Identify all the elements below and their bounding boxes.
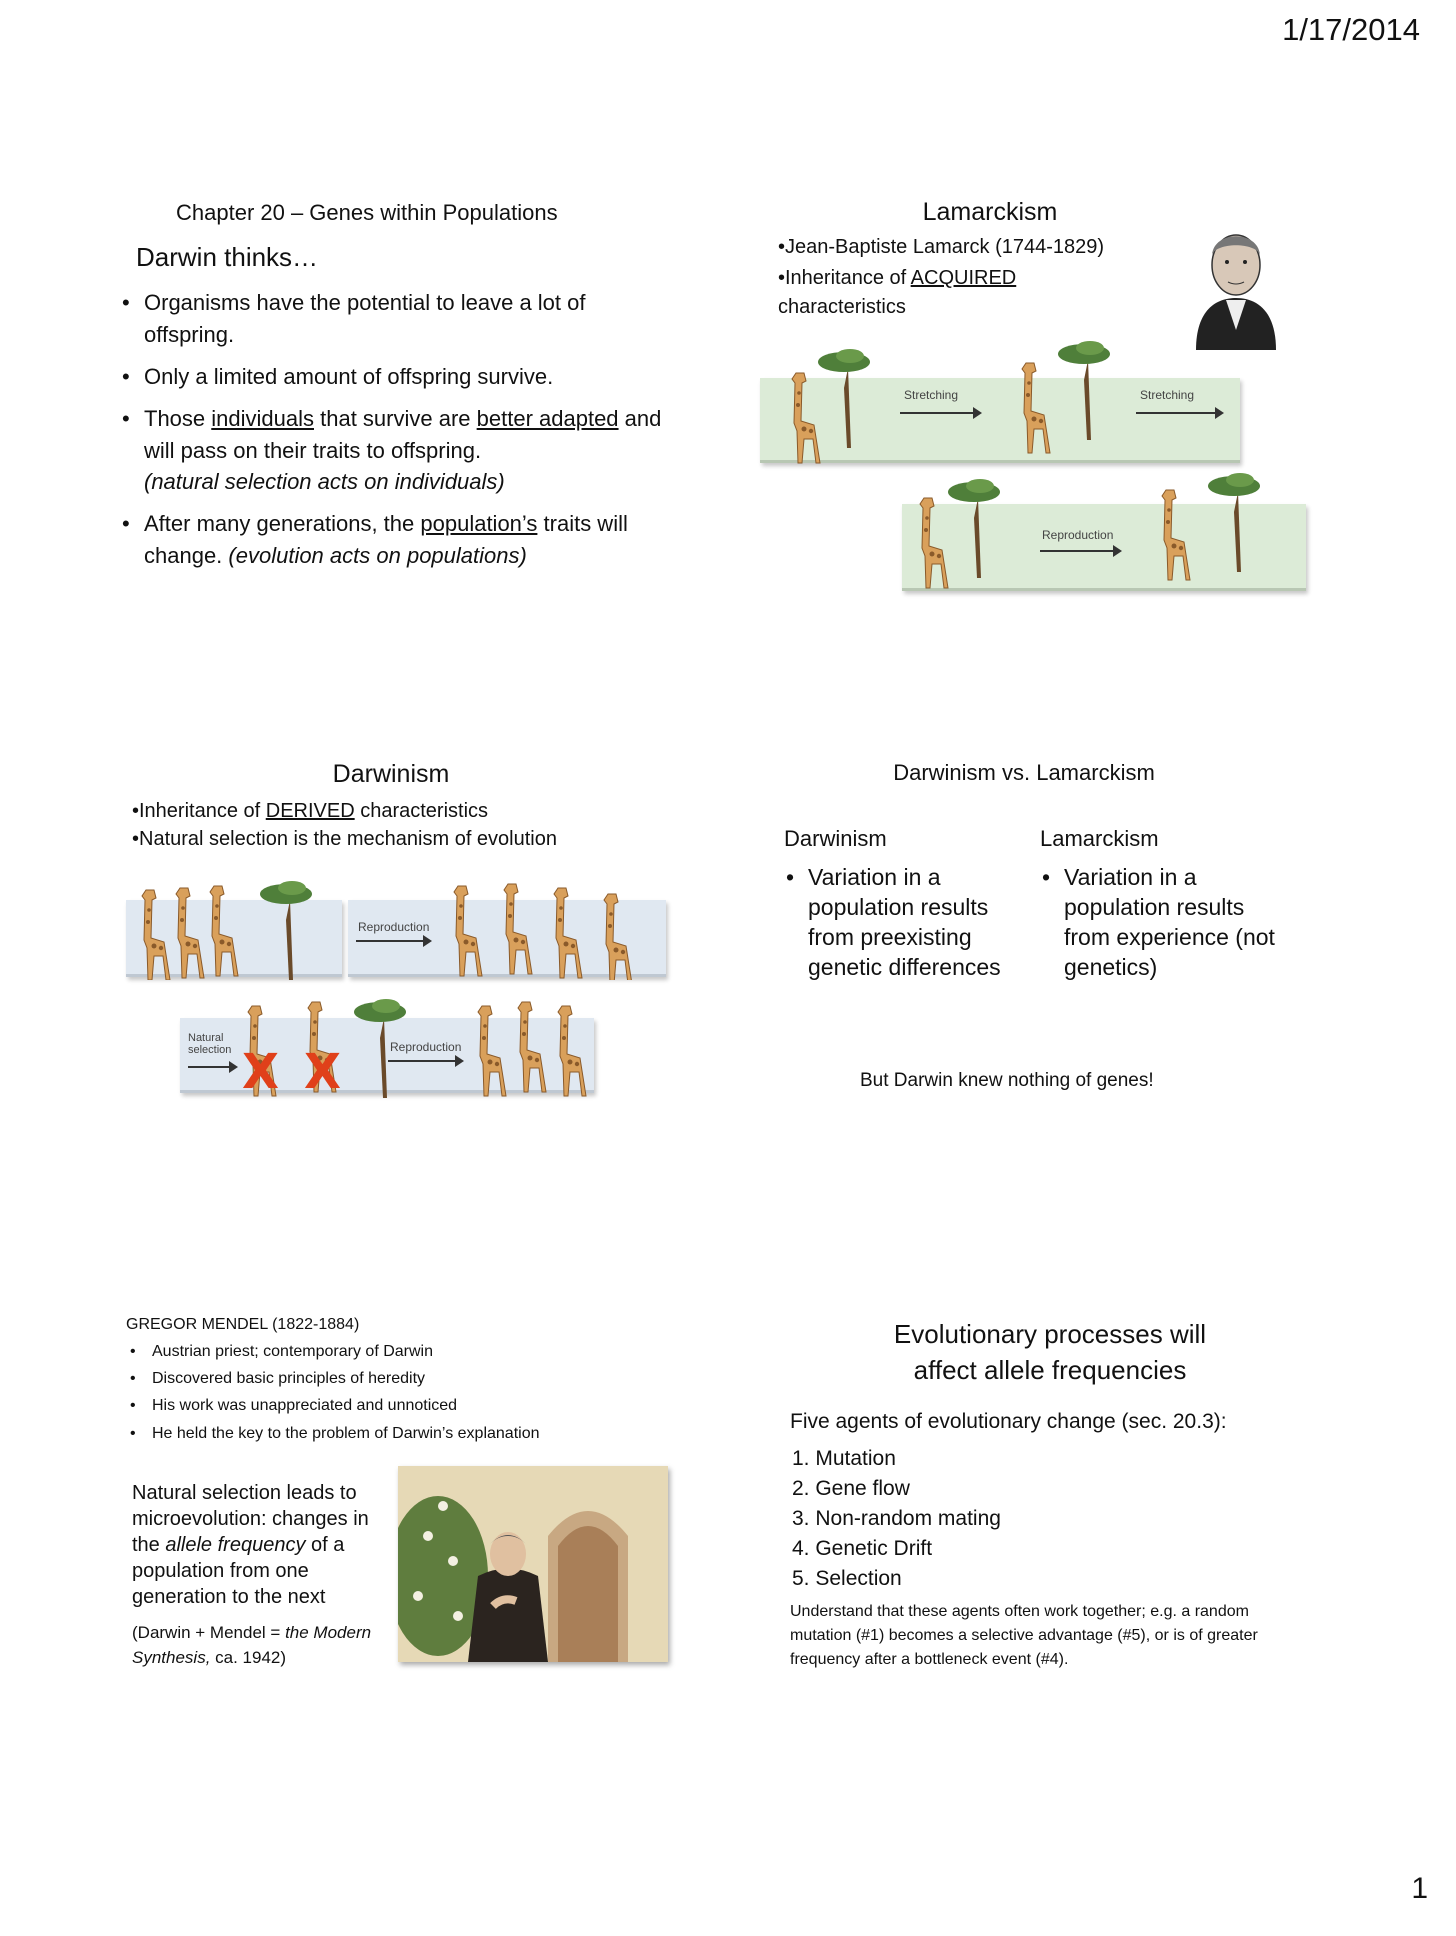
slide-darwinism [126, 760, 686, 1120]
bullet-item: • His work was unappreciated and unnoticed [128, 1394, 688, 1417]
giraffe-illustration [770, 338, 1240, 468]
title-line: Evolutionary processes will [893, 1319, 1207, 1349]
bullet-item: • Austrian priest; contemporary of Darwin [128, 1340, 688, 1363]
footnote: But Darwin knew nothing of genes! [860, 1070, 1154, 1091]
underlined-term: population’s [420, 511, 538, 537]
underlined-term: individuals [211, 405, 314, 431]
citation [132, 1620, 392, 1670]
slide-title: Darwinism vs. Lamarckism [893, 760, 1155, 785]
slide-title [830, 1316, 1270, 1388]
arrow-label: Natural selection [188, 1032, 232, 1056]
bullet-item [120, 508, 680, 572]
cite-text: (Darwin + Mendel = [132, 1623, 286, 1642]
bullet-text: that survive are [314, 405, 477, 431]
arrow [388, 1060, 462, 1062]
slide-title: Lamarckism [922, 198, 1058, 226]
slide-heading: GREGOR MENDEL (1822-1884) [126, 1316, 360, 1333]
arrow-label: Stretching [904, 388, 959, 402]
lamarckism-points [1040, 862, 1280, 992]
bullet-item: • He held the key to the problem of Darwin’s explanation [128, 1422, 688, 1445]
underlined-term: ACQUIRED [910, 267, 1017, 289]
underlined-term: DERIVED [265, 800, 355, 822]
list-item: 4. Genetic Drift [792, 1537, 933, 1560]
slide-subtitle: Darwin thinks… [136, 242, 319, 272]
slide-mendel [126, 1316, 686, 1676]
para-text: Natural selection leads to microevolution: changes in the [132, 1482, 369, 1556]
darwinism-points [784, 862, 1014, 992]
italic-term: the Modern Synthesis, [132, 1623, 372, 1667]
cite-text: ca. 1942) [210, 1648, 287, 1667]
agents-list [792, 1444, 1001, 1594]
lamarck-line-2 [778, 264, 1078, 322]
list-item: 1. Mutation [792, 1447, 896, 1470]
slide-lamarckism [760, 198, 1320, 618]
line-text: characteristics [354, 800, 489, 822]
chapter-title: Chapter 20 – Genes within Populations [176, 200, 558, 225]
slide-evolutionary-processes [790, 1316, 1310, 1716]
slide-comparison [784, 760, 1304, 1100]
italic-term: allele frequency [165, 1534, 306, 1556]
arrow [1040, 550, 1120, 552]
para-text: of a population from one generation to the next [132, 1534, 345, 1608]
arrow-label: Reproduction [358, 920, 430, 934]
column-heading: Lamarckism [1040, 826, 1159, 851]
bullet-text: and will pass on their traits to offspring. [144, 405, 662, 463]
svg-text:X: X [304, 1044, 342, 1098]
lamarck-portrait [1176, 210, 1296, 350]
underlined-term: better adapted [476, 405, 619, 431]
arrow [188, 1066, 236, 1068]
agents-intro: Five agents of evolutionary change (sec. 20.3): [790, 1410, 1227, 1433]
footnote: Understand that these agents often work together; e.g. a random mutation (#1) becomes a selective advantage (#5), or is of greater frequency after a bottleneck event (#4). [790, 1603, 1258, 1668]
lamarck-line-1: •Jean-Baptiste Lamarck (1744-1829) [778, 236, 1105, 258]
svg-text:X: X [242, 1044, 280, 1098]
darwin-bullets [120, 287, 680, 572]
mendel-painting [398, 1466, 668, 1662]
bullet-text: traits will change. [144, 511, 628, 569]
arrow-label: Reproduction [1042, 528, 1114, 542]
bullet-item [120, 403, 680, 499]
bullet-item: • Organisms have the potential to leave a lot of offspring. [120, 287, 680, 351]
arrow [1136, 412, 1222, 414]
list-item: 2. Gene flow [792, 1477, 910, 1500]
column-heading: Darwinism [784, 826, 887, 851]
list-item: 5. Selection [792, 1567, 902, 1590]
arrow-label: Reproduction [390, 1040, 462, 1054]
bullet-note: (evolution acts on populations) [228, 543, 527, 569]
arrow [900, 412, 980, 414]
page-date: 1/17/2014 [1282, 12, 1420, 47]
line-text: •Inheritance of [132, 800, 266, 822]
list-item: 3. Non-random mating [792, 1507, 1001, 1530]
bullet-item: • Variation in a population results from preexisting genetic differences [784, 862, 1014, 982]
title-line: affect allele frequencies [913, 1355, 1187, 1385]
arrow [356, 940, 430, 942]
slide-title: Darwinism [332, 760, 450, 788]
line-text: •Inheritance of [778, 267, 911, 289]
bullet-text: After many generations, the [144, 511, 421, 537]
bullet-item: • Discovered basic principles of heredity [128, 1367, 688, 1390]
darwinism-line-1 [132, 800, 488, 823]
bullet-note: (natural selection acts on individuals) [144, 469, 505, 495]
page-number: 1 [1411, 1872, 1428, 1905]
slide-darwin-thinks [120, 200, 680, 582]
bullet-text: Those [144, 405, 212, 431]
darwinism-line-2: •Natural selection is the mechanism of evolution [132, 828, 557, 850]
microevolution-paragraph [132, 1480, 402, 1610]
line-text: characteristics [778, 296, 906, 318]
bullet-item: • Variation in a population results from experience (not genetics) [1040, 862, 1280, 982]
arrow-label: Stretching [1140, 388, 1195, 402]
mendel-bullets [128, 1340, 688, 1449]
bullet-item: • Only a limited amount of offspring survive. [120, 361, 680, 393]
